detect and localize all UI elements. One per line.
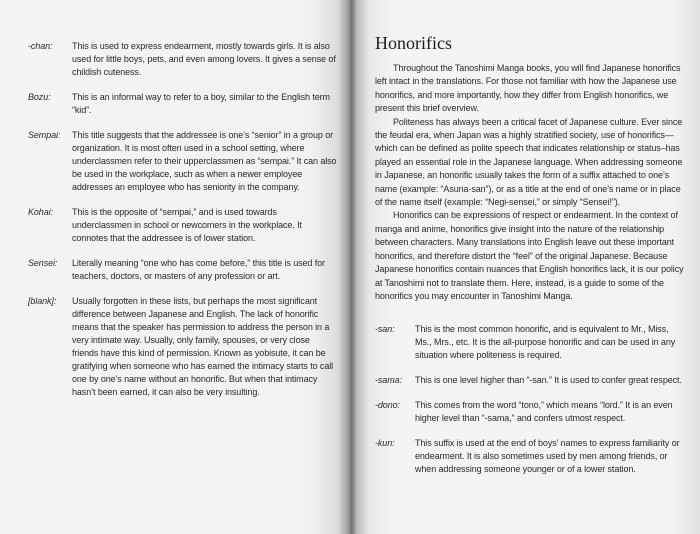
definition-line: difference between Japanese and English. The lack of honorific — [72, 309, 319, 319]
honorific-term: Sensei: — [28, 258, 58, 268]
intro-line: Politeness has always been a critical facet of Japanese culture. Ever since — [393, 116, 683, 127]
intro-line: name (example: “Asuna-san”), or as a title at the end of one’s name or in — [375, 183, 658, 194]
definition-text — [72, 257, 338, 283]
intro-line: the feudal era, when Japan was a highly stratified society, use of honorifics— — [375, 130, 674, 141]
definition-line: friends have this kind of permission. Known as yobisute, it can be — [72, 348, 326, 358]
definition-line: a very intimate way. Usually, only family, spouses, or very close — [72, 322, 330, 345]
intro-line: policy at Tanoshimi not to translate them. Here, instead, is a guide to some — [375, 264, 684, 288]
honorific-term: Sempai: — [28, 130, 61, 140]
intro-line: honorifics, and therefore distort the “feel” of the original Japanese. Because — [375, 250, 668, 261]
definition-line: This is the most common honorific, and is equivalent to Mr., Miss, — [415, 324, 669, 335]
definition-line: This is one level higher than “-san.” It is used to confer great respect. — [415, 375, 682, 386]
glossary-entry — [375, 374, 686, 387]
definition-line: when addressing someone younger or of a lower station. — [415, 464, 636, 475]
glossary-entry — [375, 399, 686, 425]
definition-line: hasn’t been earned, it can also be very insulting. — [72, 387, 260, 397]
intro-paragraph — [375, 116, 686, 210]
glossary-entry — [28, 257, 338, 283]
honorific-term: Kohai: — [28, 207, 53, 217]
intro-line: place of the name itself (example: “Negi-sensei,” or simply “Sensei!”). — [375, 183, 681, 208]
glossary-entry — [28, 40, 338, 79]
definition-line: situation where politeness is required. — [415, 350, 562, 361]
definition-line: addressee is of lower station. — [141, 233, 256, 243]
definition-line: This title suggests that the addressee is one’s “senior” in a group — [72, 130, 323, 140]
definition-text — [72, 91, 338, 117]
intro-line: in Japanese, an honorific usually takes the form of a suffix attached to one’s — [375, 170, 670, 181]
intro-line: honorifics left intact in the translations. For those not familiar with how the — [375, 63, 681, 87]
honorific-term: -dono: — [375, 400, 400, 411]
definition-line: Literally meaning “one who has come before,” this title is used for — [72, 258, 325, 268]
definition-line: This is used to express endearment, mostly towards girls. It is also — [72, 41, 330, 51]
honorific-term: Bozu: — [28, 92, 51, 102]
definition-line: childish cuteness. — [72, 67, 142, 77]
glossary-entry — [375, 437, 686, 476]
definition-line: gratifying when someone who has earned the intimacy starts to call — [72, 361, 334, 371]
glossary-entry — [375, 323, 686, 362]
definition-line: underclassmen refer to their upperclassmen as “sempai.” It can — [72, 156, 318, 166]
definition-line: in school or newcomers in the workplace. It connotes that the — [72, 220, 302, 243]
page-title: Honorifics — [375, 33, 452, 53]
intro-line: manga and anime, honorifics give insight into the nature of the relationship — [375, 223, 665, 234]
glossary-entry — [28, 295, 338, 399]
intro-line: played an essential role in the Japanese language. When addressing someone — [375, 156, 683, 167]
definition-line: even higher level than “-sama,” and confers utmost respect. — [415, 400, 673, 424]
definition-text — [72, 129, 338, 194]
definition-line: This is an informal way to refer to a boy, similar to the English term — [72, 92, 330, 102]
definition-text — [415, 374, 686, 387]
honorific-term: -sama: — [375, 375, 402, 386]
intro-line: Japanese use honorifics, and more importantly, how they differ from English — [375, 76, 677, 100]
definition-line: used for little boys, pets, and even among lovers. It gives a sense of — [72, 54, 336, 64]
intro-line: honorifics, we present this brief overview. — [375, 89, 669, 114]
intro-paragraph — [375, 209, 686, 303]
intro-line: Honorifics can be expressions of respect or endearment. In the context of — [393, 210, 678, 221]
definition-text — [415, 323, 686, 362]
definition-line: Ms., Mrs., etc. It is the all-purpose honorific and can be used in any — [415, 337, 676, 348]
intro-line: between characters. Many translations into English leave out these important — [375, 237, 675, 248]
glossary-entry — [28, 206, 338, 245]
honorific-term: -chan: — [28, 41, 53, 51]
intro-line: Japanese honorifics contain nuances that English honorifics lack, it is our — [375, 264, 659, 275]
definition-line: Usually forgotten in these lists, but perhaps the most significant — [72, 296, 318, 306]
definition-line: “kid”. — [72, 105, 92, 115]
honorific-term: -kun: — [375, 438, 395, 449]
definition-line: or organization. It is most often used in a school setting, where — [72, 130, 333, 153]
definition-line: teachers, doctors, or masters of any profession or art. — [72, 271, 281, 281]
glossary-entry — [28, 129, 338, 194]
intro-line: Throughout the Tanoshimi Manga books, you will find Japanese — [393, 63, 641, 73]
honorific-term: [blank]: — [28, 296, 57, 306]
definition-line: also be used in the workplace, such as when a newer employee — [72, 156, 337, 179]
intro-line: of the honorifics you may encounter in Tanoshimi Manga. — [375, 277, 664, 301]
definition-text — [415, 399, 686, 425]
definition-text — [72, 295, 338, 399]
definition-line: or endearment. It is also sometimes used by men among friends, or — [415, 438, 680, 462]
definition-text — [72, 40, 338, 79]
intro-line: which can be defined as polite speech that indicates relationship or status–has — [375, 143, 680, 154]
definition-line: This comes from the word “tono,” which means “lord.” It is an — [415, 400, 651, 411]
right-page — [352, 0, 700, 534]
intro-text — [375, 62, 686, 303]
intro-paragraph — [375, 62, 686, 116]
definition-text — [72, 206, 338, 245]
definition-line: means that the speaker has permission to address the person in — [72, 322, 322, 332]
definition-line: This is the opposite of “sempai,” and is used towards underclassmen — [72, 207, 277, 230]
definition-line: one by one’s name without an honorific. But when that intimacy — [72, 374, 318, 384]
definition-line: This suffix is used at the end of boys’ names to express familiarity — [415, 438, 670, 449]
glossary-entry — [28, 91, 338, 117]
honorific-term: -san: — [375, 324, 395, 335]
definition-text — [415, 437, 686, 476]
honorifics-list — [375, 323, 686, 476]
definition-line: addresses an employee who has seniority in the company. — [72, 182, 300, 192]
